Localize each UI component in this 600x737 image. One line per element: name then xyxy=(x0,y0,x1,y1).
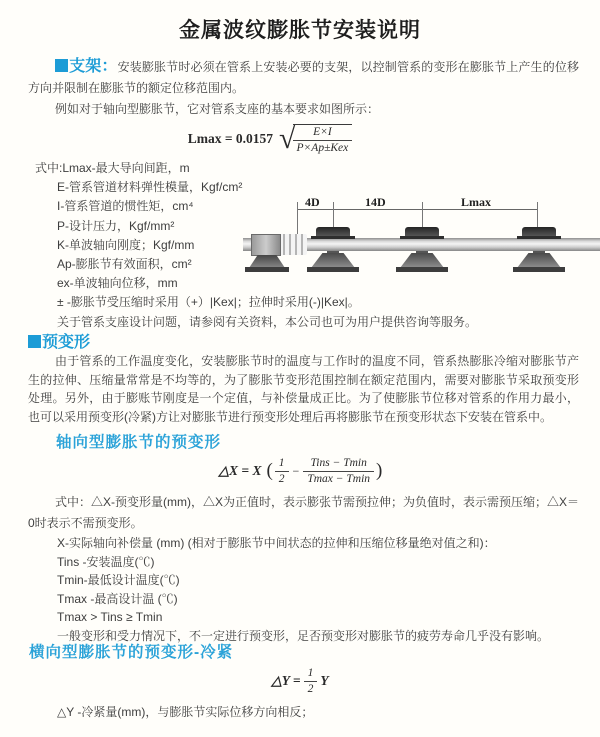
anchor-support-graphic xyxy=(245,192,289,278)
lmax-formula-prefix: Lmax = 0.0157 xyxy=(187,131,274,146)
half-numerator: 1 xyxy=(304,667,318,682)
axial-notes-list xyxy=(57,534,587,646)
one-half-fraction xyxy=(304,667,318,696)
definition-line: ex-单波轴向位移，mm xyxy=(57,276,178,291)
lateral-formula-suffix: Y xyxy=(320,673,329,688)
one-half-fraction xyxy=(275,457,289,486)
lateral-predeform-subheading: 横向型膨胀节的预变形-冷紧 xyxy=(29,644,234,661)
dimension-label-14d: 14D xyxy=(365,195,386,209)
support-pedestal xyxy=(517,253,561,268)
anchor-sleeve xyxy=(251,234,281,256)
page-title: 金属波纹膨胀节安装说明 xyxy=(179,19,421,42)
section-bullet-square-icon xyxy=(55,59,68,72)
axial-predeform-subheading: 轴向型膨胀节的预变形 xyxy=(56,434,222,451)
lmax-fraction-numerator: E×I xyxy=(293,126,353,141)
guide-support-graphic xyxy=(513,192,565,278)
temperature-numerator: Tins − Tmin xyxy=(303,457,374,472)
support-base xyxy=(396,267,448,272)
axial-where-paragraph: 式中：△X-预变形量(mm)，△X为正值时，表示膨张节需预拉伸；为负值时，表示需预压缩；△X＝0时表示不需预变形。 xyxy=(28,495,579,530)
lmax-fraction-denominator: P×Ap±Kex xyxy=(296,141,349,154)
support-requirement-diagram xyxy=(243,192,600,288)
lateral-predeform-formula xyxy=(0,666,600,696)
axial-predeform-formula xyxy=(0,453,600,489)
temperature-fraction xyxy=(303,457,374,486)
definition-line: 式中:Lmax-最大导向间距，m xyxy=(35,161,190,175)
definition-line: K-单波轴向刚度；Kgf/mm xyxy=(57,237,195,252)
axial-note: 一般变形和受力情况下，不一定进行预变形，足否预变形对膨胀节的疲劳寿命几乎没有影响。 xyxy=(57,628,550,643)
definition-line: P-设计压力，Kgf/mm² xyxy=(57,218,175,233)
half-numerator: 1 xyxy=(275,457,289,472)
axial-note: Tmax > Tins ≥ Tmin xyxy=(57,610,163,625)
dimension-tick xyxy=(297,202,298,236)
temperature-denominator: Tmax − Tmin xyxy=(307,472,371,485)
support-pedestal xyxy=(400,253,444,268)
support-base xyxy=(513,267,565,272)
lmax-formula-fraction xyxy=(293,124,353,155)
section-bullet-square-icon xyxy=(28,335,41,348)
axial-note: Tins -安装温度(℃) xyxy=(57,554,155,569)
axial-formula-prefix: △X = X xyxy=(218,463,262,478)
dimension-label-lmax: Lmax xyxy=(461,195,491,209)
half-denominator: 2 xyxy=(278,472,285,485)
definition-line: ± -膨胀节受压缩时采用（+）|Kex|；拉伸时采用(-)|Kex|。 xyxy=(57,295,360,310)
lateral-note-line: △Y -冷紧量(mm)，与膨胀节实际位移方向相反； xyxy=(57,705,314,719)
axial-note: X-实际轴向补偿量 (mm) (相对于膨胀节中间状态的拉伸和压缩位移量绝对值之和)： xyxy=(57,536,496,550)
predeform-heading-text: 预变形 xyxy=(42,334,91,351)
dimension-label-4d: 4D xyxy=(305,195,320,209)
predeform-paragraph: 由于管系的工作温度变化，安装膨胀节时的温度与工作时的温度不同，管系热膨胀冷缩对膨胀节产生的拉伸、压缩量常常是不均等的，为了膨胀节变形范围控制在额定范围内，需要对膨胀节采取预变形处理。另外，由于膨账节刚度是一个定值，与补偿量成正比。为了使膨胀节位移对管系的作用力最小，也可以采用预变形(冷紧)方让对膨胀节进行预变形处理后再将膨胀节在预变形状态下安装在管系中。 xyxy=(28,354,579,424)
guide-support-graphic xyxy=(396,192,448,278)
lmax-formula xyxy=(150,120,390,158)
axial-note: Tmax -最高设计温 (℃) xyxy=(57,591,178,606)
support-flange xyxy=(517,236,561,239)
support-base xyxy=(307,267,359,272)
support-pedestal xyxy=(311,253,355,268)
definition-line: E-管系管道材料弹性模量，Kgf/cm² xyxy=(57,180,243,195)
close-paren: ) xyxy=(376,460,383,481)
minus-operator: − xyxy=(292,463,300,478)
radical-sign: √ xyxy=(279,122,296,155)
definition-line: 关于管系支座设计问题，请参阅有关资料，本公司也可为用户提供咨询等服务。 xyxy=(57,314,478,329)
support-intro-text: 安装膨胀节时必须在管系上安装必要的支架，以控制管系的变形在膨胀节上产生的位移方向并限制在膨胀节的额定位移范围内。 xyxy=(28,60,579,95)
lateral-formula-prefix: △Y = xyxy=(271,673,301,688)
support-example-line: 例如对于轴向型膨胀节，它对管系支座的基本要求如图所示： xyxy=(55,102,380,116)
definition-line: Ap-膨胀节有效面积，cm² xyxy=(57,257,192,272)
predeform-section-heading xyxy=(28,329,90,352)
support-intro-paragraph xyxy=(28,56,579,99)
definition-line: I-管系管道的惯性矩，cm⁴ xyxy=(57,199,194,214)
support-flange xyxy=(400,236,444,239)
support-flange xyxy=(311,236,355,239)
open-paren: ( xyxy=(266,460,273,481)
section-support-heading: 支架： xyxy=(69,58,118,75)
axial-note: Tmin-最低设计温度(℃) xyxy=(57,573,180,588)
half-denominator: 2 xyxy=(307,682,314,695)
anchor-base xyxy=(245,267,289,272)
guide-support-graphic xyxy=(307,192,359,278)
